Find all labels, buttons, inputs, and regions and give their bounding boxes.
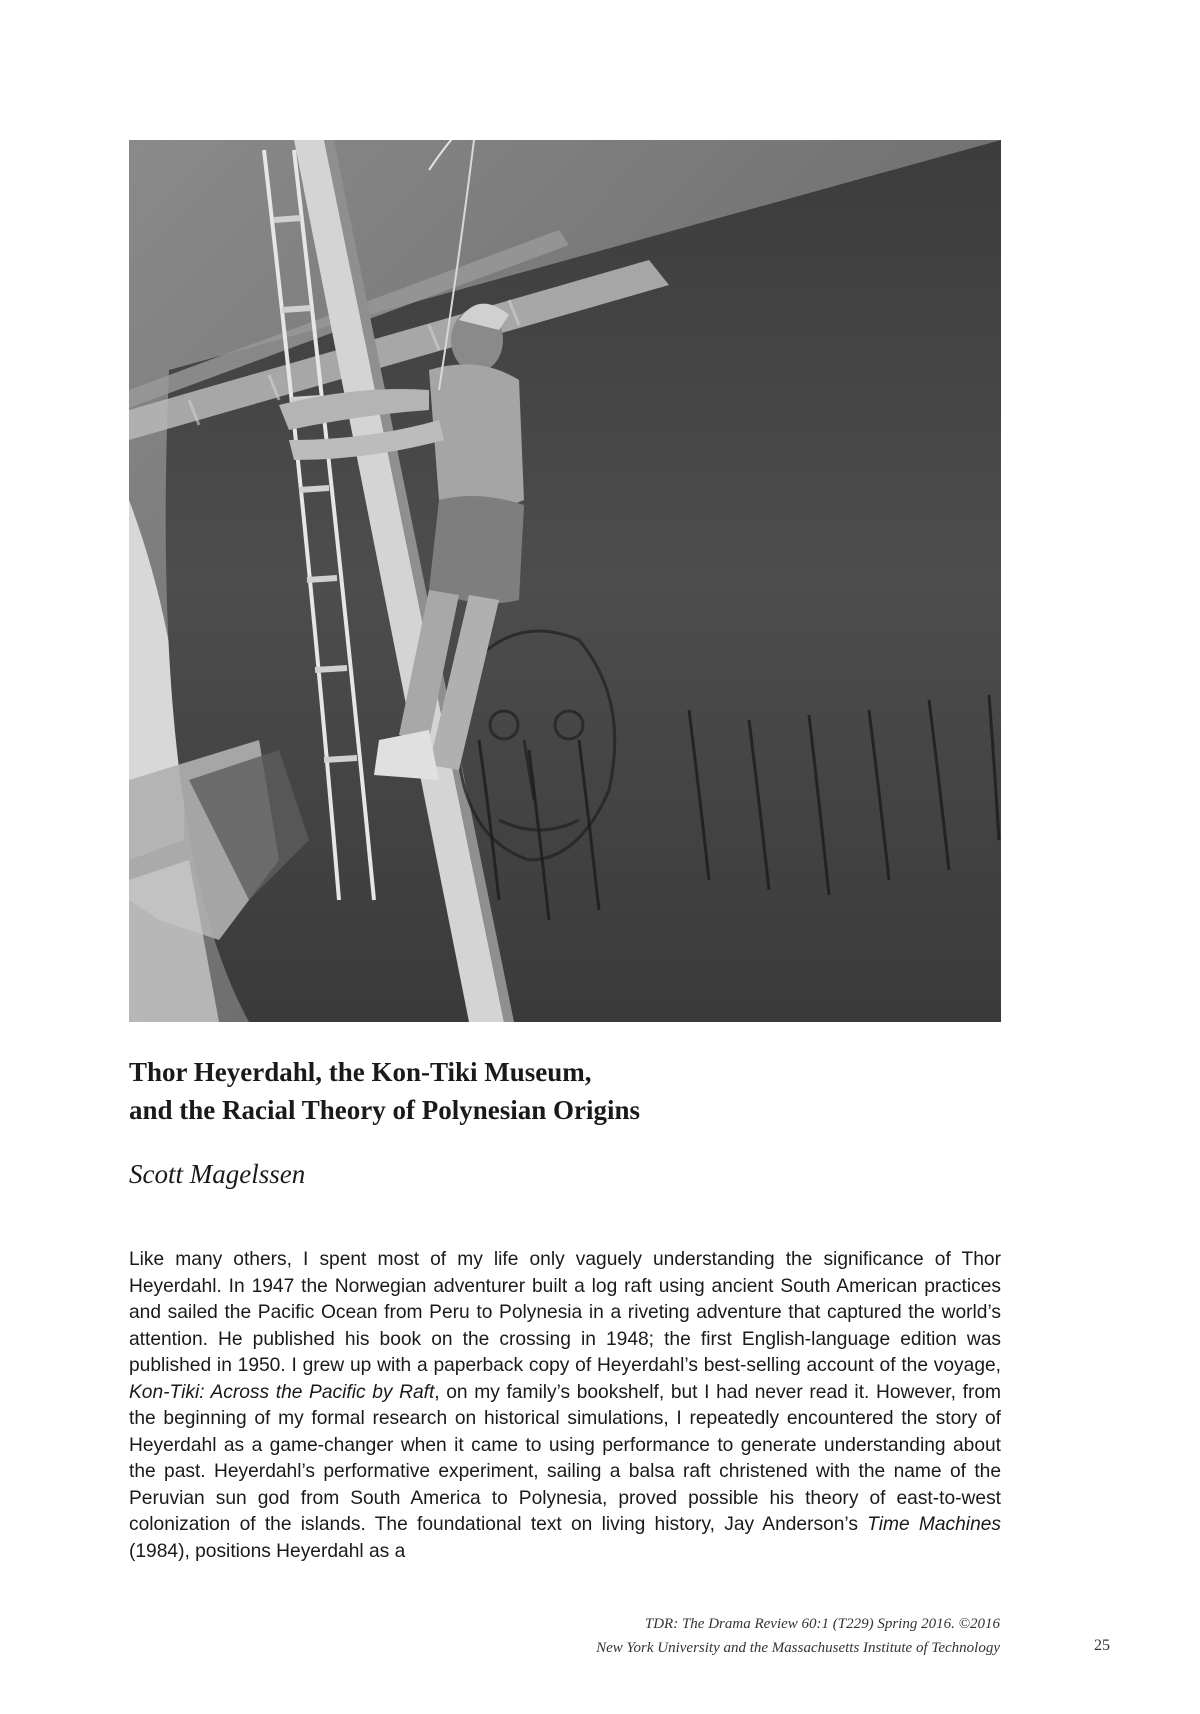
book-title-kon-tiki: Kon-Tiki: Across the Pacific by Raft bbox=[129, 1381, 435, 1403]
subtitle-line-1: Thor Heyerdahl, the Kon-Tiki Museum, bbox=[129, 1057, 592, 1087]
subtitle-line-2: and the Racial Theory of Polynesian Origins bbox=[129, 1095, 641, 1125]
article-subtitle bbox=[129, 1053, 1029, 1129]
raft-sail-photo bbox=[129, 140, 1001, 1022]
cover-photo bbox=[129, 140, 1001, 1022]
page-number: 25 bbox=[1094, 1637, 1110, 1654]
journal-citation bbox=[596, 1612, 1000, 1660]
body-text-part-2: , on my family’s bookshelf, but I had never read it. However, from the beginning of my formal research on historical simulations, I repeatedly encountered the story of Heyerdahl as a game-changer when it came to using performance to generate understanding about the past. Heyerdahl’s performative experiment, sailing a balsa raft christened with the name of the Peruvian sun god from South America to Polynesia, proved possible his theory of east-to-west colonization of the islands. The foundational text on living history, Jay Anderson’s bbox=[129, 1381, 1001, 1535]
body-text-part-3: (1984), positions Heyerdahl as a bbox=[129, 1540, 406, 1562]
citation-line-2: New York University and the Massachusetts Institute of Technology bbox=[596, 1640, 1000, 1656]
book-title-time-machines: Time Machines bbox=[867, 1514, 1002, 1535]
citation-line-1: TDR: The Drama Review 60:1 (T229) Spring 2016. ©2016 bbox=[644, 1616, 1000, 1632]
body-paragraph bbox=[129, 1247, 1001, 1565]
body-text-part-1: Like many others, I spent most of my life only vaguely understanding the significance of Thor Heyerdahl. In 1947 the Norwegian adventurer built a log raft using ancient South American practices and sailed the Pacific Ocean from Peru to Polynesia in a riveting adventure that captured the world’s attention. He published his book on the crossing in 1948; the first English-language edition was published in 1950. I grew up with a paperback copy of Heyerdahl’s best-selling account of the voyage, bbox=[129, 1249, 1001, 1376]
author-name: Scott Magelssen bbox=[129, 1159, 306, 1189]
